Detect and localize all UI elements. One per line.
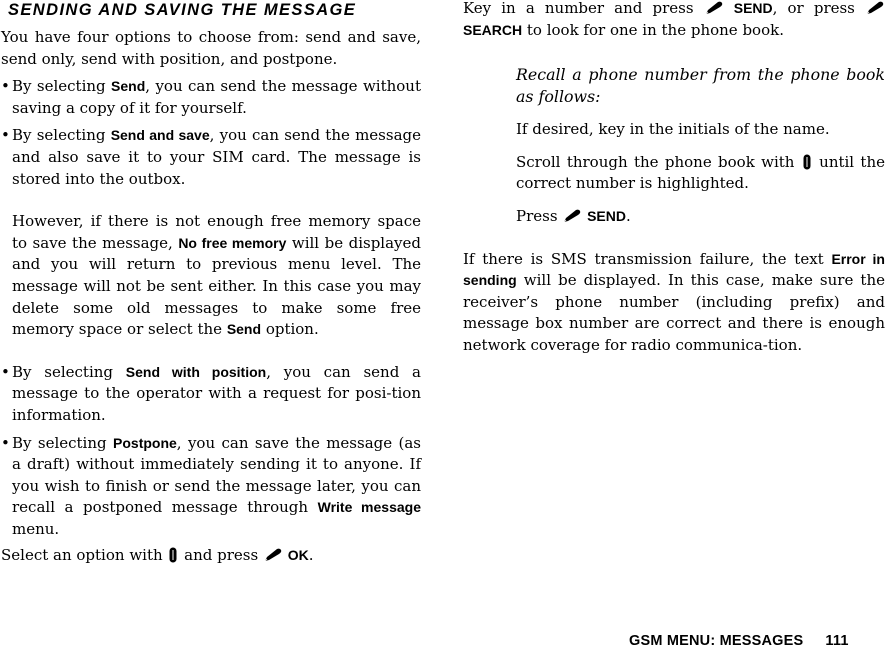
- intro-paragraph: You have four options to choose from: send and save, send only, send with position, and postpone.: [1, 28, 421, 68]
- ok-term: OK: [287, 547, 309, 564]
- text-run: By selecting: [12, 126, 111, 145]
- text-run: will be displayed and you will return to previous menu level. The message will not be sent either. In this case you may delete some old messages to make some free memory space or select the: [12, 233, 421, 339]
- bullet-text: [12, 433, 421, 541]
- text-run: menu.: [12, 519, 60, 538]
- text-run: until the correct number is highlighted.: [516, 152, 886, 193]
- text-run: to look for one in the phone book.: [522, 20, 784, 39]
- text-run: Select an option with: [1, 546, 168, 565]
- page-footer: [629, 633, 849, 649]
- text-run: If there is SMS transmission failure, the text: [463, 249, 832, 268]
- text-run: By selecting: [12, 362, 126, 381]
- text-run: will be displayed. In this case, make sure the receiver’s phone number (including prefix) and message box number are correct and there is enough network coverage for radio communica-tion.: [463, 271, 885, 354]
- bullet-text: [12, 76, 421, 119]
- pen-icon: [263, 548, 283, 562]
- send-term: SEND: [587, 207, 626, 224]
- text-run: Press: [516, 206, 563, 225]
- key-in-paragraph: [463, 0, 885, 41]
- text-run: , you can save the message (as a draft) without immediately sending it to anyone. If you wish to finish or send the message later, you can recall a postponed message through: [12, 433, 422, 517]
- text-run: .: [626, 206, 631, 225]
- step-press-send: [516, 206, 885, 228]
- section-heading: SENDING AND SAVING THE MESSAGE: [8, 1, 357, 19]
- step-initials: If desired, key in the initials of the name.: [516, 120, 830, 139]
- step-scroll: [516, 152, 885, 195]
- send-term: SEND: [733, 0, 773, 16]
- recall-heading: Recall a phone number from the phone book as follows:: [516, 65, 885, 107]
- pen-icon: [865, 1, 885, 15]
- text-run: , you can send the message without saving a copy of it for yourself.: [12, 77, 421, 117]
- text-run: , you can send the message and also save it to your SIM card. The message is stored into the outbox.: [12, 126, 421, 188]
- text-run: and press: [179, 546, 263, 565]
- send-term: Send: [226, 321, 262, 338]
- option-postpone-term: Postpone: [113, 434, 177, 451]
- bullet-dot: •: [1, 433, 10, 452]
- write-message-term: Write message: [317, 499, 421, 516]
- sms-failure-paragraph: [463, 249, 885, 357]
- bullet-dot: •: [1, 362, 10, 381]
- search-term: SEARCH: [463, 21, 523, 38]
- text-run: However, if there is not enough free memory space to save the message,: [12, 212, 421, 252]
- text-run: By selecting: [12, 433, 114, 452]
- text-run: .: [308, 546, 314, 565]
- text-run: option.: [261, 320, 319, 339]
- text-run: By selecting: [12, 77, 112, 96]
- option-send-and-save-term: Send and save: [110, 127, 210, 144]
- bullet-dot: •: [1, 77, 10, 96]
- bullet-send-with-position: [1, 362, 421, 427]
- option-send-term: Send: [111, 78, 146, 95]
- bullet-postpone: [1, 433, 421, 541]
- text-run: , you can send a message to the operator with a request for posi-tion information.: [12, 362, 422, 424]
- option-send-with-position-term: Send with position: [125, 363, 267, 380]
- text-run: , or press: [772, 0, 865, 17]
- pen-icon: [704, 1, 724, 15]
- bullet-send: [1, 76, 421, 119]
- scroll-key-icon: [169, 547, 177, 563]
- bullet-send-and-save: [1, 125, 421, 340]
- bullet-text: [12, 362, 421, 427]
- text-run: Scroll through the phone book with: [516, 152, 801, 171]
- error-in-sending-term: Error in sending: [463, 250, 885, 289]
- page-number: 111: [825, 633, 849, 649]
- bullet-subparagraph: [12, 211, 421, 341]
- text-run: Key in a number and press: [463, 0, 704, 17]
- bullet-dot: •: [1, 126, 10, 145]
- right-column: [463, 0, 885, 357]
- footer-section-title: GSM MENU: MESSAGES: [629, 633, 804, 649]
- left-column: [1, 0, 421, 567]
- select-option-line: [1, 545, 421, 567]
- pen-icon: [562, 209, 582, 223]
- scroll-key-icon: [803, 154, 811, 170]
- no-free-memory-term: No free memory: [178, 234, 287, 251]
- bullet-text: [12, 125, 421, 190]
